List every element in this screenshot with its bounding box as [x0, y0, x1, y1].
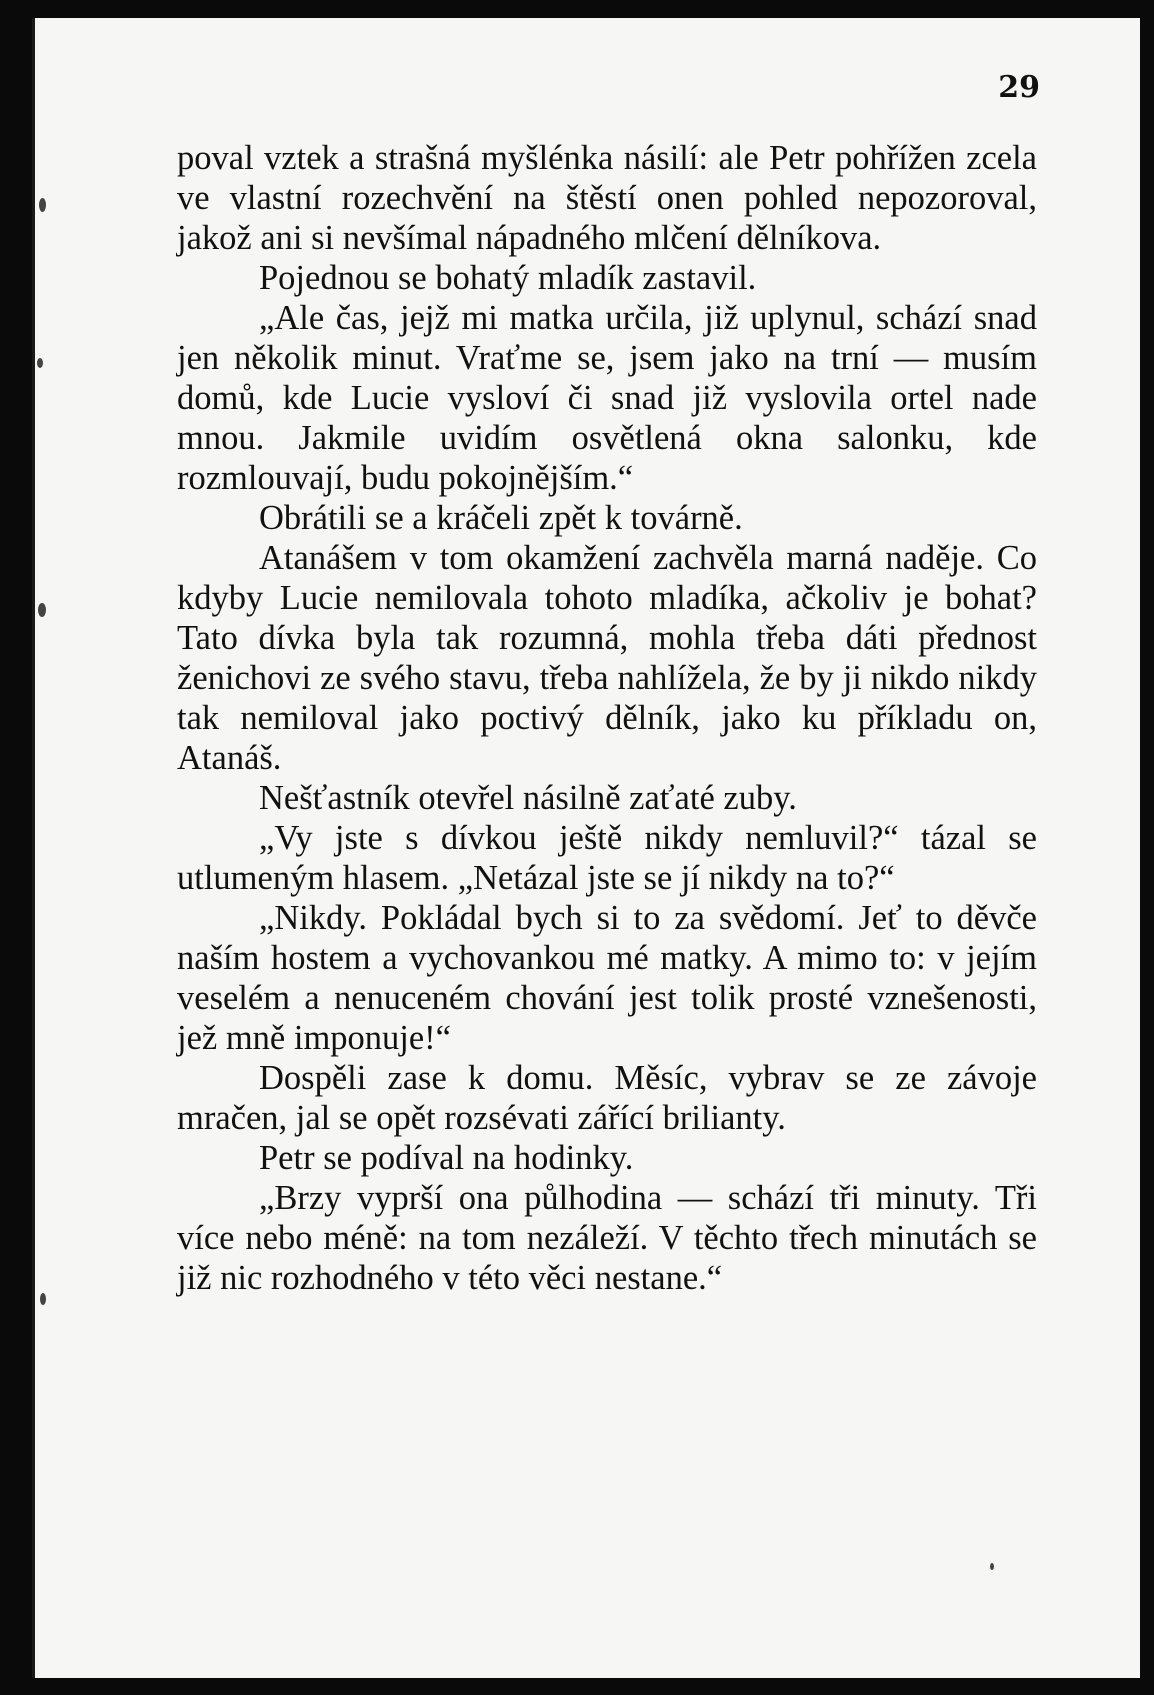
paragraph: „Brzy vyprší ona půlhodina — schází tři minuty. Tři více nebo méně: na tom nezáleží. V těchto třech minutách se již nic rozhodného v této věci nestane.“: [177, 1179, 1037, 1297]
paper-speck: [37, 358, 43, 368]
paper-speck: [990, 1563, 994, 1570]
book-page: [32, 18, 1140, 1678]
paragraph: „Nikdy. Pokládal bych si to za svědomí. Jeť to děvče naším hostem a vychovankou mé matky. A mimo to: v jejím veselém a nenuceném chování jest tolik prosté vznešenosti, jež mně imponuje!“: [177, 899, 1037, 1057]
paper-speck: [39, 198, 46, 212]
paper-speck: [38, 603, 46, 617]
paragraph: Nešťastník otevřel násilně zaťaté zuby.: [259, 779, 797, 817]
paragraph: „Vy jste s dívkou ještě nikdy nemluvil?“ tázal se utlumeným hlasem. „Netázal jste se jí nikdy na to?“: [177, 819, 1037, 897]
page-number: 29: [998, 70, 1040, 105]
paragraph: Petr se podíval na hodinky.: [259, 1139, 634, 1177]
body-text: [177, 138, 1037, 1298]
paragraph: Atanášem v tom okamžení zachvěla marná naděje. Co kdyby Lucie nemilovala tohoto mladíka, ačkoliv je bohat? Tato dívka byla tak rozumná, mohla třeba dáti přednost ženichovi ze svého stavu, třeba nahlížela, že by ji nikdo nikdy tak nemiloval jako poctivý dělník, jako ku příkladu on, Atanáš.: [177, 539, 1037, 777]
paragraph: Dospěli zase k domu. Měsíc, vybrav se ze závoje mračen, jal se opět rozsévati zářící brilianty.: [177, 1059, 1037, 1137]
paragraph: Obrátili se a kráčeli zpět k továrně.: [259, 499, 743, 537]
paragraph: „Ale čas, jejž mi matka určila, již uplynul, schází snad jen několik minut. Vraťme se, jsem jako na trní — musím domů, kde Lucie vysloví či snad již vyslovila ortel nade mnou. Jakmile uvidím osvětlená okna salonku, kde rozmlouvají, budu pokojnějším.“: [177, 299, 1037, 497]
paragraph: Pojednou se bohatý mladík zastavil.: [259, 259, 757, 297]
paper-speck: [40, 1293, 46, 1305]
paragraph: poval vztek a strašná myšlénka násilí: ale Petr pohřížen zcela ve vlastní rozechvění na štěstí onen pohled nepozoroval, jakož ani si nevšímal nápadného mlčení dělníkova.: [177, 139, 1037, 257]
